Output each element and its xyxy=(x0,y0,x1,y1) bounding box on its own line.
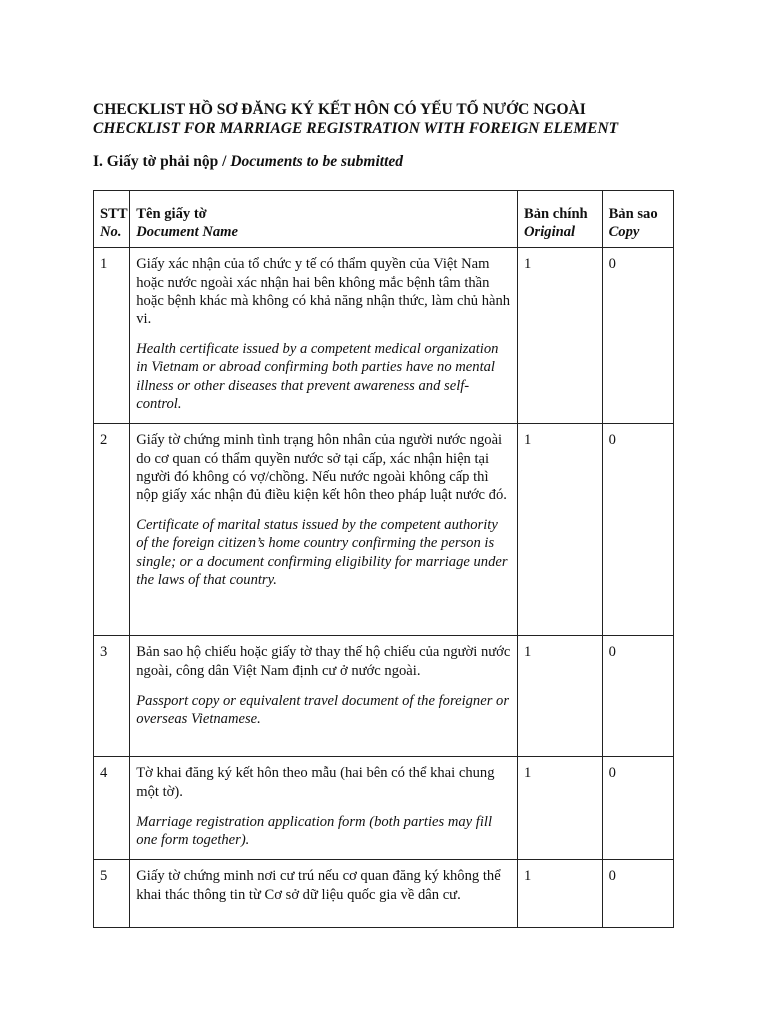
header-document-name xyxy=(130,191,518,248)
document-name-english: Certificate of marital status issued by the competent authority of the foreign citizen’s home country confirming the person is single; or a document confirming eligibility for marriage under the laws of that country. xyxy=(136,517,508,588)
document-name-cell xyxy=(130,860,518,928)
title-english: CHECKLIST FOR MARRIAGE REGISTRATION WITH FOREIGN ELEMENT xyxy=(93,120,619,137)
table-header-row xyxy=(94,191,674,248)
header-copy-en: Copy xyxy=(608,224,640,241)
original-count: 1 xyxy=(518,424,603,636)
copy-count: 0 xyxy=(602,636,673,757)
header-copy xyxy=(602,191,673,248)
document-name-english: Health certificate issued by a competent medical organization in Vietnam or abroad confirming both parties have no mental illness or other diseases that prevent awareness and self-control. xyxy=(136,341,499,412)
row-number: 1 xyxy=(94,248,130,424)
copy-count: 0 xyxy=(602,860,673,928)
header-name-en: Document Name xyxy=(136,224,238,241)
document-name-english: Marriage registration application form (both parties may fill one form together). xyxy=(136,813,493,849)
original-count: 1 xyxy=(518,860,603,928)
document-name-cell xyxy=(130,757,518,860)
document-name-vietnamese: Bản sao hộ chiếu hoặc giấy tờ thay thế hộ chiếu của người nước ngoài, công dân Việt Nam định cư ở nước ngoài. xyxy=(136,644,511,679)
document-name-cell xyxy=(130,248,518,424)
document-name-vietnamese: Tờ khai đăng ký kết hôn theo mẫu (hai bên có thể khai chung một tờ). xyxy=(136,765,495,800)
header-no xyxy=(94,191,130,248)
document-name-vietnamese: Giấy xác nhận của tổ chức y tế có thẩm quyền của Việt Nam hoặc nước ngoài xác nhận hai bên không mắc bệnh tâm thần hoặc bệnh khác mà không có khả năng nhận thức, làm chủ hành vi. xyxy=(136,256,511,328)
header-no-vi: STT xyxy=(100,206,128,222)
header-name-vi: Tên giấy tờ xyxy=(136,206,207,222)
row-number: 3 xyxy=(94,636,130,757)
section-heading-vietnamese: I. Giấy tờ phải nộp / xyxy=(93,153,227,170)
table-row xyxy=(94,860,674,928)
documents-table xyxy=(93,190,674,928)
header-original xyxy=(518,191,603,248)
row-number: 5 xyxy=(94,860,130,928)
document-name-vietnamese: Giấy tờ chứng minh nơi cư trú nếu cơ quan đăng ký không thể khai thác thông tin từ Cơ sở dữ liệu quốc gia về dân cư. xyxy=(136,868,501,903)
header-copy-vi: Bản sao xyxy=(608,206,658,222)
header-original-vi: Bản chính xyxy=(524,206,588,222)
document-name-cell xyxy=(130,636,518,757)
table-row xyxy=(94,248,674,424)
document-name-vietnamese: Giấy tờ chứng minh tình trạng hôn nhân của người nước ngoài do cơ quan có thẩm quyền nước sở tại cấp, xác nhận hiện tại người đó không có vợ/chồng. Nếu nước ngoài không cấp thì nộp giấy xác nhận đủ điều kiện kết hôn theo pháp luật nước đó. xyxy=(136,432,507,504)
copy-count: 0 xyxy=(602,424,673,636)
copy-count: 0 xyxy=(602,757,673,860)
original-count: 1 xyxy=(518,636,603,757)
document-name-english: Passport copy or equivalent travel document of the foreigner or overseas Vietnamese. xyxy=(136,692,509,728)
header-no-en: No. xyxy=(100,224,122,241)
document-title xyxy=(93,100,733,138)
original-count: 1 xyxy=(518,248,603,424)
title-vietnamese: CHECKLIST HỒ SƠ ĐĂNG KÝ KẾT HÔN CÓ YẾU TỐ NƯỚC NGOÀI xyxy=(93,101,586,118)
table-row xyxy=(94,636,674,757)
header-original-en: Original xyxy=(524,224,576,241)
table-row xyxy=(94,757,674,860)
table-row xyxy=(94,424,674,636)
copy-count: 0 xyxy=(602,248,673,424)
original-count: 1 xyxy=(518,757,603,860)
section-heading xyxy=(93,153,403,171)
section-heading-english: Documents to be submitted xyxy=(230,153,404,170)
row-number: 2 xyxy=(94,424,130,636)
row-number: 4 xyxy=(94,757,130,860)
document-name-cell xyxy=(130,424,518,636)
